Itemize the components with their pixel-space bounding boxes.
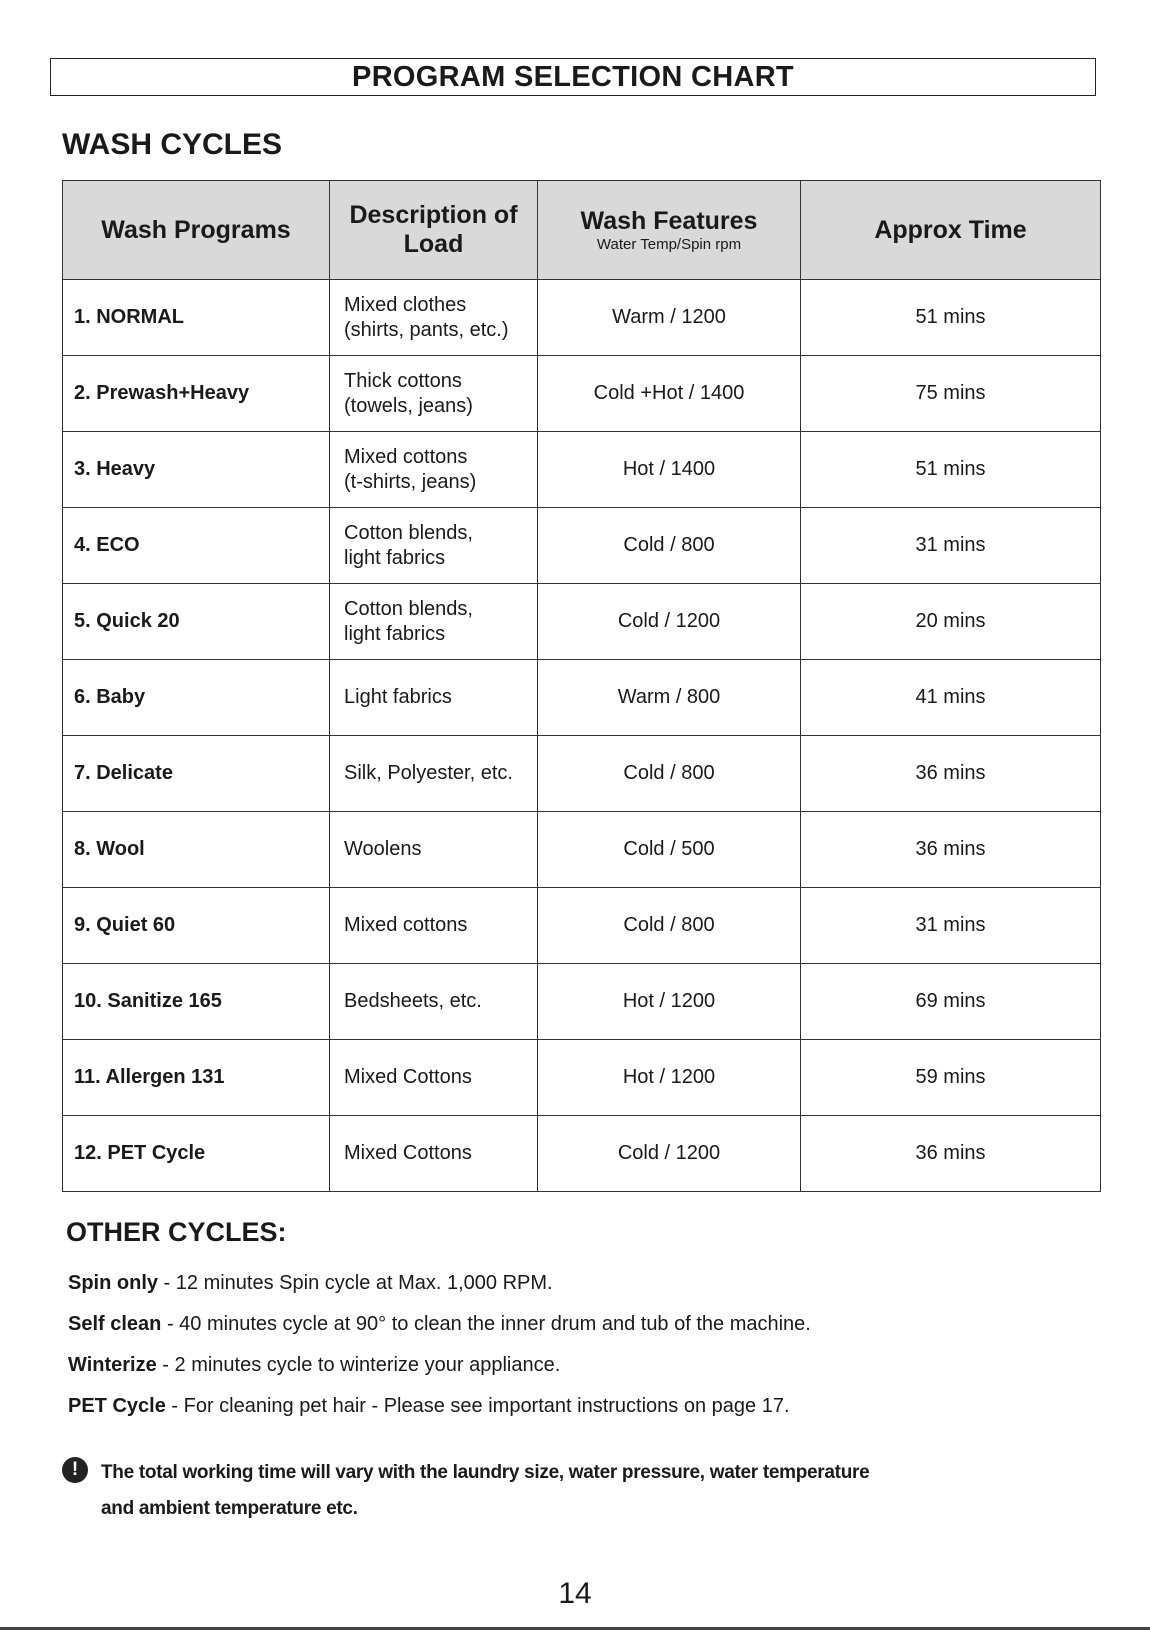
approx-time-cell: 69 mins [801,964,1101,1040]
page-number: 14 [558,1577,592,1610]
program-name-cell: 1. NORMAL [63,280,330,356]
program-name-cell: 9. Quiet 60 [63,888,330,964]
table-header-row [63,181,1101,280]
table-row [63,432,1101,508]
approx-time-cell: 41 mins [801,660,1101,736]
load-line: Mixed cottons [344,445,468,468]
wash-cycles-heading: WASH CYCLES [62,128,283,161]
list-item [68,1304,1098,1345]
wash-features-cell: Cold / 1200 [538,584,801,660]
approx-time-cell: 31 mins [801,888,1101,964]
header-load-label: Description of Load [349,201,518,258]
table-row [63,1116,1101,1192]
note-line: and ambient temperature etc. [101,1498,358,1519]
header-wash-features [538,181,801,280]
exclamation-icon: ! [62,1457,88,1483]
load-description-cell [330,356,538,432]
program-name-cell: 6. Baby [63,660,330,736]
load-description-cell [330,888,538,964]
wash-features-cell: Cold / 800 [538,508,801,584]
table-row [63,356,1101,432]
other-cycle-text: - For cleaning pet hair - Please see important instructions on page 17. [165,1395,790,1417]
load-line: Mixed clothes [344,293,467,316]
table-row [63,280,1101,356]
load-line: Light fabrics [344,686,452,708]
table-row [63,1040,1101,1116]
wash-features-cell: Cold / 1200 [538,1116,801,1192]
wash-features-cell: Cold / 800 [538,736,801,812]
wash-features-cell: Cold +Hot / 1400 [538,356,801,432]
load-line: Thick cottons [344,369,462,392]
load-line: light fabrics [344,622,446,645]
table-row [63,964,1101,1040]
load-description-cell [330,280,538,356]
load-description-cell [330,508,538,584]
other-cycle-text: - 2 minutes cycle to winterize your appliance. [156,1354,561,1376]
approx-time-cell: 75 mins [801,356,1101,432]
load-line: Mixed Cottons [344,1142,472,1164]
other-cycle-text: - 12 minutes Spin cycle at Max. 1,000 RPM. [158,1272,553,1294]
other-cycles-list [68,1263,1098,1427]
load-description-cell [330,1040,538,1116]
header-features-sublabel: Water Temp/Spin rpm [596,236,742,253]
other-cycles-heading: OTHER CYCLES: [66,1217,287,1247]
load-description-cell [330,432,538,508]
chart-title: PROGRAM SELECTION CHART [50,58,1096,96]
wash-features-cell: Hot / 1400 [538,432,801,508]
wash-programs-table [62,180,1101,1192]
program-name-cell: 12. PET Cycle [63,1116,330,1192]
load-line: (t-shirts, jeans) [344,470,477,493]
load-line: (shirts, pants, etc.) [344,318,509,341]
header-approx-time: Approx Time [801,181,1101,280]
program-name-cell: 10. Sanitize 165 [63,964,330,1040]
program-name-cell: 8. Wool [63,812,330,888]
wash-features-cell: Hot / 1200 [538,964,801,1040]
approx-time-cell: 51 mins [801,432,1101,508]
table-row [63,888,1101,964]
load-description-cell [330,1116,538,1192]
header-wash-programs: Wash Programs [63,181,330,280]
working-time-note [62,1455,1062,1527]
table-row [63,584,1101,660]
program-name-cell: 5. Quick 20 [63,584,330,660]
other-cycle-label: Self clean [68,1313,162,1335]
approx-time-cell: 36 mins [801,736,1101,812]
table-row [63,508,1101,584]
table-row [63,736,1101,812]
load-description-cell [330,584,538,660]
load-line: Mixed cottons [344,914,468,936]
load-description-cell [330,660,538,736]
approx-time-cell: 59 mins [801,1040,1101,1116]
load-line: Mixed Cottons [344,1066,472,1088]
wash-features-cell: Cold / 500 [538,812,801,888]
wash-features-cell: Warm / 800 [538,660,801,736]
program-name-cell: 7. Delicate [63,736,330,812]
load-line: (towels, jeans) [344,394,473,417]
note-line: The total working time will vary with the laundry size, water pressure, water temperature [101,1462,870,1483]
other-cycle-label: Winterize [68,1354,157,1376]
table-row [63,812,1101,888]
other-cycle-text: - 40 minutes cycle at 90° to clean the inner drum and tub of the machine. [161,1313,811,1335]
program-name-cell: 11. Allergen 131 [63,1040,330,1116]
wash-features-cell: Hot / 1200 [538,1040,801,1116]
other-cycle-label: PET Cycle [68,1395,166,1417]
load-line: light fabrics [344,546,446,569]
approx-time-cell: 51 mins [801,280,1101,356]
load-description-cell [330,812,538,888]
load-line: Silk, Polyester, etc. [344,762,513,784]
list-item [68,1345,1098,1386]
table-row [63,660,1101,736]
program-name-cell: 2. Prewash+Heavy [63,356,330,432]
wash-features-cell: Warm / 1200 [538,280,801,356]
header-features-label: Wash Features [580,207,758,235]
program-name-cell: 4. ECO [63,508,330,584]
other-cycle-label: Spin only [68,1272,158,1294]
load-description-cell [330,964,538,1040]
load-line: Bedsheets, etc. [344,990,482,1012]
approx-time-cell: 36 mins [801,812,1101,888]
note-text [101,1455,869,1527]
list-item [68,1263,1098,1304]
load-line: Cotton blends, [344,521,473,544]
list-item [68,1386,1098,1427]
load-line: Woolens [344,838,422,860]
approx-time-cell: 31 mins [801,508,1101,584]
approx-time-cell: 36 mins [801,1116,1101,1192]
program-name-cell: 3. Heavy [63,432,330,508]
wash-features-cell: Cold / 800 [538,888,801,964]
load-line: Cotton blends, [344,597,473,620]
header-description-of-load [330,181,538,280]
approx-time-cell: 20 mins [801,584,1101,660]
load-description-cell [330,736,538,812]
